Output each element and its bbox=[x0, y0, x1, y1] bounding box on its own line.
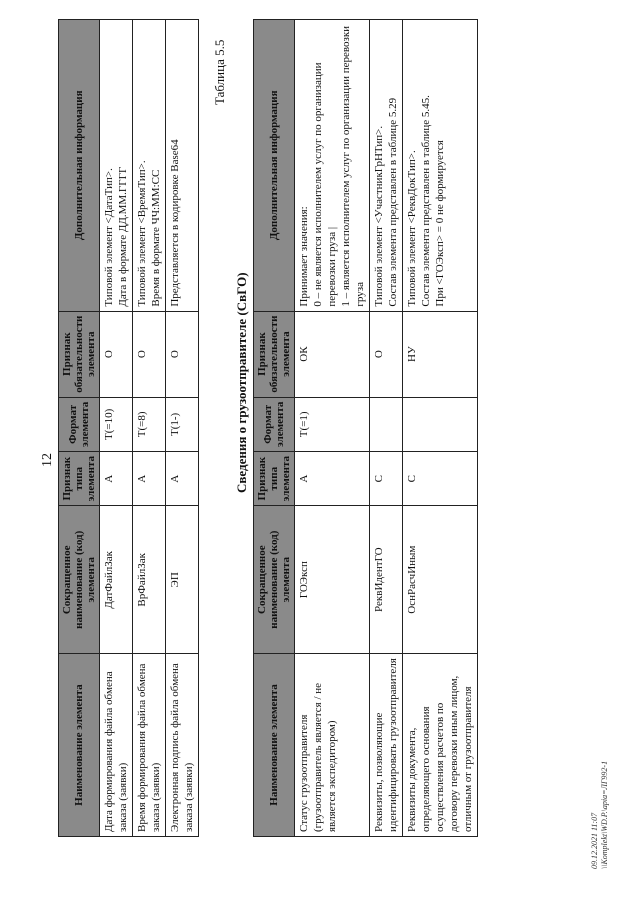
info-line: Дата в формате ДД.ММ.ГГГГ bbox=[117, 166, 129, 307]
info-line: Типовой элемент <РеквДокТип>. bbox=[406, 150, 418, 307]
cell-required: НУ bbox=[403, 311, 478, 397]
table-row bbox=[295, 20, 370, 837]
info-line: Принимает значения: bbox=[298, 206, 310, 307]
cell-required: О bbox=[100, 311, 133, 397]
cell-type: С bbox=[370, 451, 403, 505]
cell-info bbox=[133, 20, 166, 312]
header-type: Признак типа элемента bbox=[254, 451, 295, 505]
footer-path: \\Komplekt\WD.P.\apia=ЛГ992-1 bbox=[600, 760, 609, 869]
header-required: Признак обязательности элемента bbox=[59, 311, 100, 397]
header-info: Дополнительная информация bbox=[254, 20, 295, 312]
header-info: Дополнительная информация bbox=[59, 20, 100, 312]
cell-info bbox=[295, 20, 370, 312]
cell-name: Дата формирования файла обмена заказа (заявки) bbox=[100, 654, 133, 837]
info-line: Состав элемента представлен в таблице 5.45. bbox=[420, 95, 432, 307]
header-type: Признак типа элемента bbox=[59, 452, 100, 506]
cell-info bbox=[166, 20, 199, 312]
table-row bbox=[370, 20, 403, 837]
print-footer bbox=[590, 761, 610, 869]
cell-info bbox=[100, 20, 133, 312]
cell-format: T(=8) bbox=[133, 397, 166, 451]
cell-name: Время формирования файла обмена заказа (заявки) bbox=[133, 654, 166, 837]
info-line: Состав элемента представлен в таблице 5.29 bbox=[387, 97, 399, 307]
info-line: При <ГОЭксп> = 0 не формируется bbox=[434, 140, 446, 307]
cell-format bbox=[370, 397, 403, 451]
header-name: Наименование элемента bbox=[59, 654, 100, 837]
header-code: Сокращенное наименование (код) элемента bbox=[254, 506, 295, 654]
info-line: Типовой элемент <ВремяТип>. bbox=[136, 160, 148, 307]
cell-required: О bbox=[166, 311, 199, 397]
cell-required: О bbox=[133, 311, 166, 397]
header-name: Наименование элемента bbox=[254, 653, 295, 836]
header-code: Сокращенное наименование (код) элемента bbox=[59, 506, 100, 654]
page-number: 12 bbox=[40, 453, 55, 467]
cell-code: ГОЭксп bbox=[295, 506, 370, 654]
cell-name: Реквизиты, позволяющие идентифицировать грузоотправителя bbox=[370, 653, 403, 836]
table-row bbox=[133, 20, 166, 837]
footer-timestamp: 09.12.2021 11:07 bbox=[590, 812, 599, 869]
info-line: 0 – не является исполнителем услуг по организации перевозки груза | bbox=[312, 62, 338, 307]
cell-format: T(1-) bbox=[166, 397, 199, 451]
cell-type: А bbox=[166, 452, 199, 506]
cell-type: А bbox=[133, 452, 166, 506]
header-format: Формат элемента bbox=[59, 397, 100, 451]
info-line: 1 – является исполнителем услуг по организации перевозки груза bbox=[340, 25, 366, 307]
info-line: Представляется в кодировке Base64 bbox=[169, 139, 181, 307]
cell-type: С bbox=[403, 451, 478, 505]
cell-type: А bbox=[100, 452, 133, 506]
info-line: Типовой элемент <ДатаТип>. bbox=[103, 168, 115, 307]
cell-required: ОК bbox=[295, 311, 370, 397]
cell-format: T(=10) bbox=[100, 397, 133, 451]
table-row bbox=[403, 20, 478, 837]
cell-name: Статус грузоотправителя (грузоотправитель является / не является экспедитором) bbox=[295, 653, 370, 836]
cell-format bbox=[403, 397, 478, 451]
table-header-row bbox=[254, 20, 295, 837]
table-row bbox=[166, 20, 199, 837]
cell-format: T(=1) bbox=[295, 397, 370, 451]
cell-code: ВрФайлЗак bbox=[133, 506, 166, 654]
table-elements-top bbox=[58, 19, 199, 837]
cell-code: ЭП bbox=[166, 506, 199, 654]
cell-info bbox=[370, 20, 403, 312]
table-header-row bbox=[59, 20, 100, 837]
table-caption: Сведения о грузоотправителе (СвГО) bbox=[234, 272, 249, 493]
table-row bbox=[100, 20, 133, 837]
info-line: Время в формате ЧЧ:ММ:СС bbox=[150, 169, 162, 307]
cell-required: О bbox=[370, 311, 403, 397]
cell-info bbox=[403, 20, 478, 312]
cell-code: ОснРасчИным bbox=[403, 506, 478, 654]
table-label: Таблица 5.5 bbox=[212, 39, 227, 105]
cell-code: РеквИдентГО bbox=[370, 506, 403, 654]
cell-name: Реквизиты документа, определяющего основания осуществления расчетов по договору перевозки иным лицом, отличным от грузоотправителя bbox=[403, 653, 478, 836]
header-format: Формат элемента bbox=[254, 397, 295, 451]
info-line: Типовой элемент <УчастникГрНТип>. bbox=[373, 125, 385, 307]
cell-type: А bbox=[295, 451, 370, 505]
table-shipper bbox=[253, 19, 478, 837]
header-required: Признак обязательности элемента bbox=[254, 311, 295, 397]
cell-code: ДатФайлЗак bbox=[100, 506, 133, 654]
cell-name: Электронная подпись файла обмена заказа (заявки) bbox=[166, 654, 199, 837]
